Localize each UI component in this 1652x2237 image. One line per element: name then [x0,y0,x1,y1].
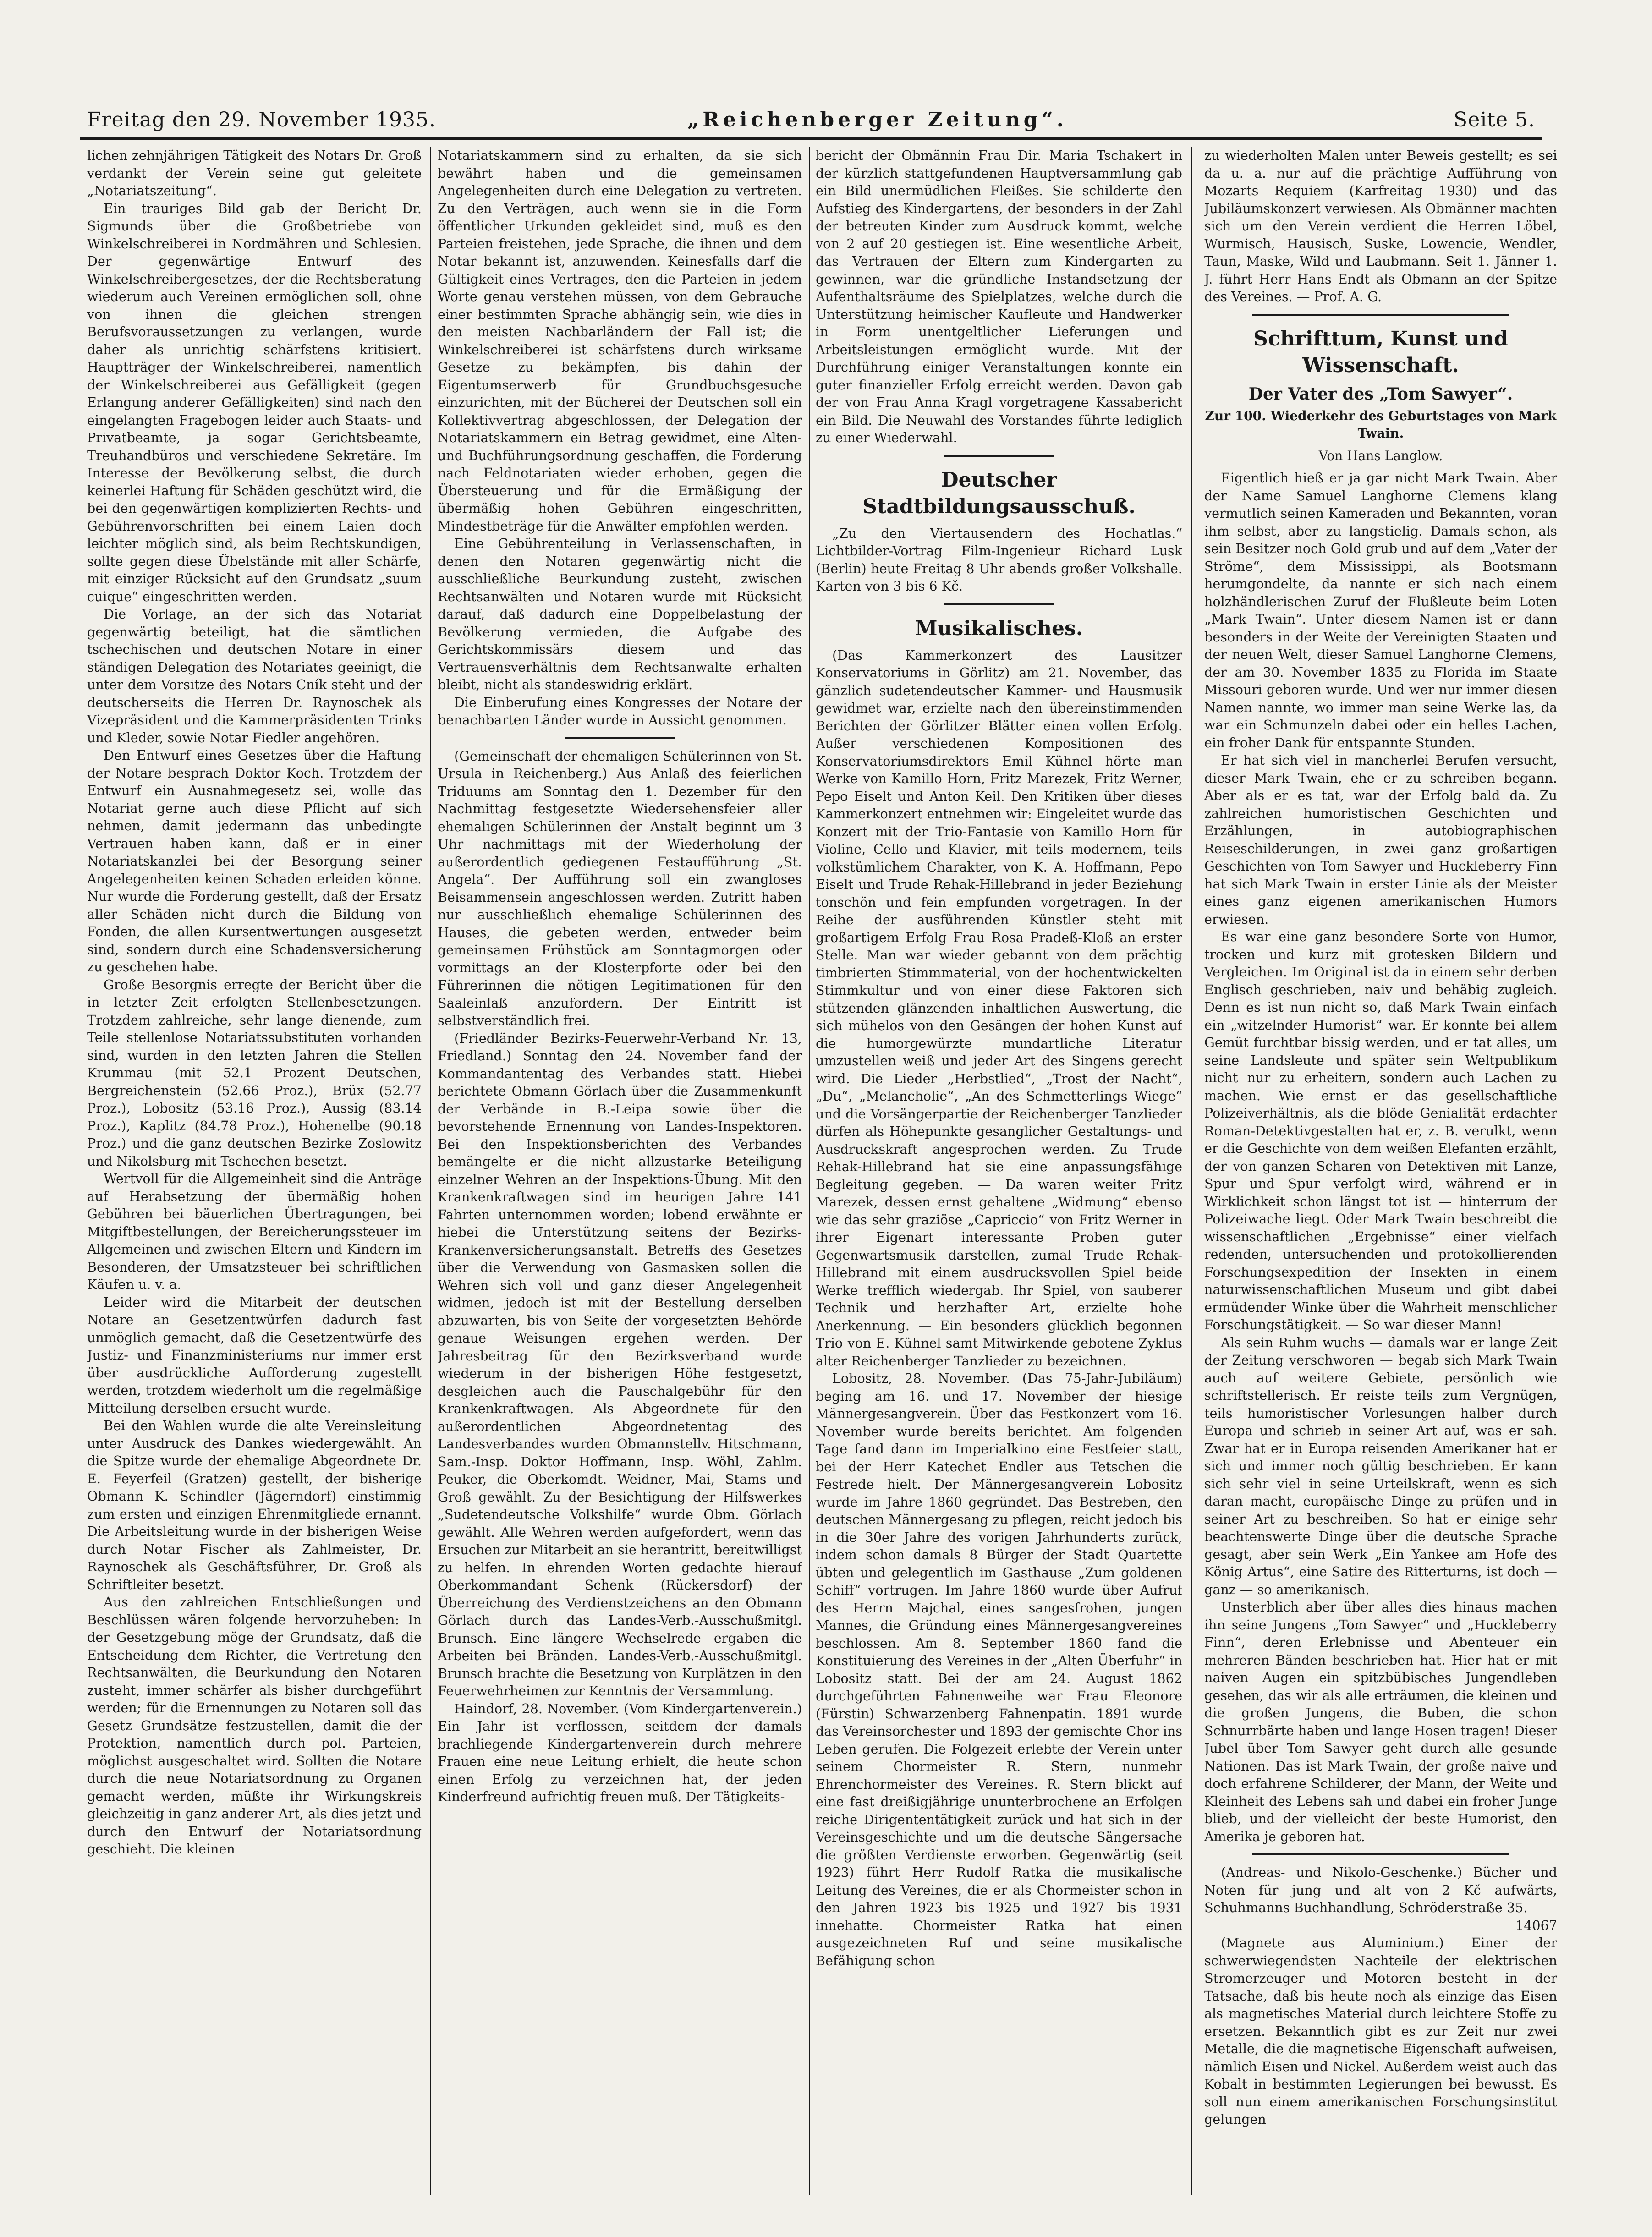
section-divider [944,455,1054,457]
paragraph: (Magnete aus Aluminium.) Einer der schwerwiegendsten Nachteile der elektrischen Stromerzeuger und Motoren besteht in der Tatsache, daß bis heute noch als einzige das Eisen als magnetisches Material durch leichtere Stoffe zu ersetzen. Bekanntlich gibt es zur Zeit nur zwei Metalle, die die magnetische Eigenschaft aufweisen, nämlich Eisen und Nickel. Außerdem weist auch das Kobalt in bestimmten Legierungen bei bewusst. Es soll nun einem amerikanischen Forschungsinstitut gelungen [1204,1935,1557,2127]
paragraph: Notariatskammern sind zu erhalten, da sie sich bewährt haben und die gemeinsamen Angelegenheiten durch eine Delegation zu vertreten. Zu den Verträgen, auch wenn sie in die Form öffentlicher Urkunden gekleidet sind, muß es den Parteien freistehen, jede Sprache, die ihnen und dem Notar bekannt ist, anzuwenden. Keinesfalls darf die Gültigkeit eines Vertrages, den die Parteien in jedem Worte genau verstehen müssen, von dem Gebrauche einer bestimmten Sprache abhängig sein, wie dies in den meisten Nachbarländern der Fall ist; die Winkelschreiberei ist schärfstens durch wirksame Gesetze zu bekämpfen, bis dahin der Eigentumserwerb für Grundbuchsgesuche einzurichten, mit der Bücherei der Deutschen soll ein Kollektivvertrag abgeschlossen, der Delegation der Notariatskammern ein Betrag gewidmet, eine Alten- und Buchführungsordnung geschaffen, die Forderung nach Feldnotariaten wieder erhoben, gegen die Übersteuerung und für die Ermäßigung der übermäßig hohen Gebühren eingeschritten, Mindestbeträge für die Anwälter empfohlen werden. [438,148,802,534]
paragraph: (Gemeinschaft der ehemaligen Schülerinnen von St. Ursula in Reichenberg.) Aus Anlaß des feierlichen Triduums am Sonntag den 1. Dezember für den Nachmittag festgesetzte Wiedersehensfeier aller ehemaligen Schülerinnen der Anstalt beginnt um 3 Uhr nachmittags mit der Wiederholung der außerordentlich gediegenen Festaufführung „St. Angela“. Der Aufführung soll ein zwangloses Beisammensein angeschlossen werden. Zutritt haben nur ausschließlich ehemalige Schülerinnen des Hauses, die gebeten werden, entweder beim gemeinsamen Frühstück am Sonntagmorgen oder vormittags an der Klosterpforte oder bei den Führerinnen die nötigen Legitimationen für den Saaleinlaß anzufordern. Der Eintritt ist selbstverständlich frei. [438,748,802,1028]
paragraph: (Andreas- und Nikolo-Geschenke.) Bücher und Noten für jung und alt von 2 Kč aufwärts, Schuhmanns Buchhandlung, Schröderstraße 35. [1204,1864,1557,1915]
paragraph: Er hat sich viel in mancherlei Berufen versucht, dieser Mark Twain, ehe er zu schreiben begann. Aber als er es tat, war der Erfolg bald da. Zu zahlreichen humoristischen Geschichten und Erzählungen, in autobiographischen Reiseschilderungen, in zwei ganz großartigen Geschichten von Tom Sawyer und Huckleberry Finn hat sich Mark Twain in erster Linie als der Meister eines ganz eigenen amerikanischen Humors erwiesen. [1204,752,1557,927]
paragraph: Haindorf, 28. November. (Vom Kindergartenverein.) Ein Jahr ist verflossen, seitdem der damals brachliegende Kindergartenverein durch mehrere Frauen eine neue Leitung erhielt, die heute schon einen Erfolg zu verzeichnen hat, der jeden Kinderfreund aufrichtig freuen muß. Der Tätigkeits- [438,1700,802,1804]
paragraph: Wertvoll für die Allgemeinheit sind die Anträge auf Herabsetzung der übermäßig hohen Gebühren bei bäuerlichen Übertragungen, bei Mitgiftbestellungen, der Bereicherungssteuer im Allgemeinen und zwischen Eltern und Kindern im Besonderen, der Umsatzsteuer bei schriftlichen Käufen u. v. a. [87,1171,422,1292]
paragraph: Als sein Ruhm wuchs — damals war er lange Zeit der Zeitung verschworen — begab sich Mark Twain auch auf weitere Gebiete, persönlich wie schriftstellerisch. Er reiste teils zum Vergnügen, teils humoristischer Vorlesungen halber durch Europa und schrieb in seiner Art auf, was er sah. Zwar hat er in Europa reisenden Amerikaner hat er sich und immer noch gültig beschrieben. Er kann sich sehr viel in seine Urteilskraft, wenn es sich daran macht, europäische Dinge zu prüfen und in seiner Art zu beschreiben. So hat er einige sehr beachtenswerte Dinge über die deutsche Sprache gesagt, aber sein Werk „Ein Yankee am Hofe des König Artus“, eine Satire des Ritterturns, ist doch — ganz — so amerikanisch. [1204,1334,1557,1597]
paragraph: (Friedländer Bezirks-Feuerwehr-Verband Nr. 13, Friedland.) Sonntag den 24. November fand der Kommandantentag des Verbandes statt. Hiebei berichtete Obmann Görlach über die Zusammenkunft der Verbände in B.-Leipa sowie über die bevorstehende Ernennung von Landes-Inspektoren. Bei den Inspektionsberichten des Verbandes bemängelte er die nicht allzustarke Beteiligung einzelner Wehren an der Inspektions-Übung. Mit den Krankenkraftwagen sind im heurigen Jahre 141 Fahrten unternommen worden; lobend erwähnte er hiebei die Unterstützung seitens der Bezirks-Krankenversicherungsanstalt. Betreffs des Gesetzes über die Verwendung von Gasmasken sollen die Wehren sich voll und ganz dieser Angelegenheit widmen, jedoch ist mit der Bestellung derselben abzuwarten, bis von Seite der vorgesetzten Behörde genaue Weisungen ergehen werden. Der Jahresbeitrag für den Bezirksverband wurde wiederum in der bisherigen Höhe festgesetzt, desgleichen auch die Pauschalgebühr für den Krankenkraftwagen. Als Abgeordnete für den außerordentlichen Abgeordnetentag des Landesverbandes wurden Obmannstellv. Hitschmann, Sam.-Insp. Doktor Hoffmann, Insp. Wöhl, Zahlm. Peuker, die Oberkomdt. Weidner, Mai, Stams und Groß gewählt. Zu der Besichtigung der Hilfswerkes „Sudetendeutsche Volkshilfe“ wurde Obm. Görlach gewählt. Alle Wehren werden aufgefordert, wenn das Ersuchen zur Mitarbeit an sie herantritt, bereitwilligst zu helfen. In ehrenden Worten gedachte hierauf Oberkommandant Schenk (Rückersdorf) der Überreichung des Verdienstzeichens an den Obmann Görlach durch das Landes-Verb.-Ausschußmitgl. Brunsch. Eine längere Wechselrede ergaben die Arbeiten bei Bränden. Landes-Verb.-Ausschußmitgl. Brunsch brachte die Besetzung von Kurplätzen in den Feuerwehrheimen zur Kenntnis der Versammlung. [438,1030,802,1699]
section-divider [565,737,675,739]
section-heading-musik: Musikalisches. [915,616,1083,640]
paragraph: Ein trauriges Bild gab der Bericht Dr. Sigmunds über die Großbetriebe von Winkelschreiberei in Nordmähren und Schlesien. Der gegenwärtige Entwurf des Winkelschreibergesetzes, der die Rechtsberatung wiederum auch Vereinen ermöglichen soll, ohne von ihnen die gleichen strengen Berufsvoraussetzungen zu verlangen, wurde daher als unrichtig schärfstens kritisiert. Hauptträger der Winkelschreiberei, namentlich der Winkelschreiberei aus Gefälligkeit (gegen Erlangung anderer Gefälligkeiten) sind nach den eingelangten Fragebogen leider auch Staats- und Privatbeamte, ja sogar Gerichtsbeamte, Treuhandbüros und verschiedene Sekretäre. Im Interesse der Bevölkerung selbst, die durch keinerlei Haftung für Schäden geschützt wird, die bei den gegenwärtigen komplizierten Rechts- und Gebührenvorschriften bei einem Laien doch leichter möglich sind, als beim Rechtskundigen, sollte gegen diese Übelstände mit aller Schärfe, mit einziger Rücksicht auf den Grundsatz „suum cuique“ eingeschritten werden. [87,200,422,604]
paragraph: Leider wird die Mitarbeit der deutschen Notare an Gesetzentwürfen dadurch fast unmöglich gemacht, daß die Gesetzentwürfe des Justiz- und Finanzministeriums nur immer erst über ausdrückliche Aufforderung zugestellt werden, trotzdem wiederholt um die regelmäßige Mitteilung derselben ersucht wurde. [87,1294,422,1416]
paragraph: Eigentlich hieß er ja gar nicht Mark Twain. Aber der Name Samuel Langhorne Clemens klang vermutlich seinen Kameraden und Bekannten, voran ihm selbst, aber zu langstielig. Damals schon, als sein Besitzer noch Gold grub und auf dem „Vater der Ströme“, dem Mississippi, als Bootsmann herumgondelte, da nannte er sich nach einem holzhändlerischen Zuruf der Flußleute beim Loten „Mark Twain“. Unter diesem Namen ist er dann besonders in der Weite der Vereinigten Staaten und der neuen Welt, dieser Samuel Langhorne Clemens, der am 30. November 1835 zu Florida im Staate Missouri geboren wurde. Und wer nur immer diesen Namen nannte, wo immer man seine Werke las, da war ein Schmunzeln dabei oder ein helles Lachen, ein froher Dank für entspannte Stunden. [1204,470,1557,751]
classified-number: 14067 [1515,1917,1557,1933]
column-rule [809,147,810,2195]
paragraph: Lobositz, 28. November. (Das 75-Jahr-Jubiläum) beging am 16. und 17. November der hiesige Männergesangverein. Über das Festkonzert vom 16. November wurde bereits berichtet. Am folgenden Tage fand dann im Imperialkino eine Festfeier statt, bei der Herr Katechet Endler aus Tetschen die Festrede hielt. Der Männergesangverein Lobositz wurde im Jahre 1860 gegründet. Das Bestreben, den deutschen Männergesang zu pflegen, reicht jedoch bis in die 30er Jahre des vorigen Jahrhunderts zurück, indem schon damals 8 Bürger der Stadt Quartette übten und gelegentlich im Gasthause „Zum goldenen Schiff“ vortrugen. Im Jahre 1860 wurde über Aufruf des Herrn Majchal, eines sangesfrohen, jungen Mannes, die Gründung eines Männergesangvereines beschlossen. Am 8. September 1860 fand die Konstituierung des Vereines in der „Alten Überfuhr“ in Lobositz statt. Bei der am 24. August 1862 durchgeführten Fahnenweihe war Frau Eleonore (Fürstin) Schwarzenberg Fahnenpatin. 1891 wurde das Vereinsorchester und 1893 der gemischte Chor ins Leben gerufen. Die Folgezeit erlebte der Verein unter seinem Chormeister R. Stern, nunmehr Ehrenchormeister des Vereines. R. Stern blickt auf eine fast dreißigjährige ununterbrochene an Erfolgen reiche Dirigententätigkeit zurück und hat sich in der Vereinsgeschichte und um die deutsche Sängersache die größten Verdienste erworben. Gegenwärtig (seit 1923) führt Herr Rudolf Ratka die musikalische Leitung des Vereines, die er als Chormeister schon in den Jahren 1923 bis 1925 und 1927 bis 1931 innehatte. Chormeister Ratka hat einen ausgezeichneten Ruf und seine musikalische Befähigung schon [816,1371,1182,1968]
article-title: Der Vater des „Tom Sawyer“. [1248,384,1513,404]
paragraph: (Das Kammerkonzert des Lausitzer Konservatoriums in Görlitz) am 21. November, das gänzlich sudetendeutscher Kammer- und Hausmusik gewidmet war, erzielte nach den übereinstimmenden Berichten der Görlitzer Blätter einen vollen Erfolg. Außer verschiedenen Kompositionen des Konservatoriumsdirektors Emil Kühnel hörte man Werke von Kamillo Horn, Fritz Marezek, Fritz Werner, Pepo Eiselt und Anton Keil. Den Kritiken über dieses Kammerkonzert entnehmen wir: Eingeleitet wurde das Konzert mit der Trio-Fantasie von Kamillo Horn für Violine, Cello und Klavier, mit teils modernem, teils volkstümlichem Charakter, von K. A. Hoffmann, Pepo Eiselt und Trude Rehak-Hillebrand in jeder Beziehung tonschön und fein empfunden vorgetragen. In der Reihe der ausführenden Künstler steht mit großartigem Erfolg Frau Rosa Pradeß-Kloß an erster Stelle. Man war wieder gebannt von dem prächtig timbrierten Stimmmaterial, von der hochentwickelten Stimmkultur und von einer diese Faktoren sich stützenden glänzenden inhaltlichen Auswertung, die sich mühelos von den Gesängen der hohen Kunst auf die humorgewürzte mundartliche Literatur umzustellen weiß und jeder Art des Singens gerecht wird. Die Lieder „Herbstlied“, „Trost der Nacht“, „Du“, „Melancholie“, „An des Schmetterlings Wiege“ und die Vorsängerpartie der Reichenberger Tanzlieder dürfen als Höhepunkte gesanglicher Gestaltungs- und Ausdruckskraft angesprochen werden. Zu Trude Rehak-Hillebrand hat sie eine anpassungsfähige Begleitung gegeben. — Da waren weiter Fritz Marezek, dessen ernst gehaltene „Widmung“ ebenso wie das sehr graziöse „Capriccio“ von Fritz Werner in ihrer Eigenart interessante Proben guter Gegenwartsmusik darstellen, zumal Trude Rehak-Hillebrand mit einem ausdrucksvollen Spiel beide Werke trefflich wiedergab. Ihr Spiel, von sauberer Technik und herzhafter Art, erzielte hohe Anerkennung. — Ein besonders glücklich begonnen Trio von E. Kühnel samt Mitwirkende gebotene Zyklus alter Reichenberger Tanzlieder zu bezeichnen. [816,647,1182,1369]
column-1 [87,147,422,2199]
header-rule [80,137,1542,140]
paragraph: „Zu den Viertausendern des Hochatlas.“ Lichtbilder-Vortrag Film-Ingenieur Richard Lusk (Berlin) heute Freitag 8 Uhr abends großer Volkshalle. Karten von 3 bis 6 Kč. [816,525,1182,594]
paragraph: Unsterblich aber über alles dies hinaus machen ihn seine Jungens „Tom Sawyer“ und „Huckleberry Finn“, deren Erlebnisse und Abenteuer ein mehreren Bänden beschrieben hat. Hier hat er mit naiven Augen ein spitzbübisches Jungendleben gesehen, das wir als alle erträumen, die kleinen und die großen Jungens, die Buben, die schon Schnurrbärte haben und lange Hosen tragen! Dieser Jubel über Tom Sawyer geht durch alle gesunde Nationen. Das ist Mark Twain, der große naive und doch erfahrene Schilderer, der Mann, der Weite und Kleinheit des Lebens sah und dabei ein froher Junge blieb, und der vielleicht der beste Humorist, den Amerika je geboren hat. [1204,1599,1557,1844]
page-header [87,108,1535,136]
section-divider [1252,1853,1509,1855]
article-subtitle: Zur 100. Wiederkehr des Geburtstages von Mark Twain. [1205,408,1557,441]
paragraph: lichen zehnjährigen Tätigkeit des Notars Dr. Groß verdankt der Verein seine gut geleitete „Notariatszeitung“. [87,148,422,198]
paragraph: Die Einberufung eines Kongresses der Notare der benachbarten Länder wurde in Aussicht genommen. [438,694,802,728]
section-divider [1252,314,1509,316]
paragraph: Eine Gebührenteilung in Verlassenschaften, in denen den Notaren gegenwärtig nicht die ausschließliche Beurkundung zusteht, zwischen Rechtsanwälten und Notaren wurde mit Rücksicht darauf, daß dadurch eine Doppelbelastung der Bevölkerung vermieden, die Aufgabe des Gerichtskommissärs diesem und das Vertrauensverhältnis dem Rechtsanwalte erhalten bleibt, nicht als standeswidrig erklärt. [438,536,802,692]
column-rule [1191,147,1192,2195]
column-3 [816,147,1182,2199]
column-4 [1204,147,1557,2199]
column-rule [430,147,431,2195]
masthead: „Reichenberger Zeitung“. [687,108,1068,132]
paragraph: Die Vorlage, an der sich das Notariat gegenwärtig beteiligt, hat die sämtlichen tschechischen und deutschen Notare in einer ständigen Delegation des Notariates geeinigt, die unter dem Vorsitze des Notars Cník steht und der deutscherseits die Herren Dr. Raynoschek als Vizepräsident und die Kammerpräsidenten Trinks und Kleder, sowie Notar Fiedler angehören. [87,606,422,746]
paragraph: Aus den zahlreichen Entschließungen und Beschlüssen wären folgende hervorzuheben: In der Gesetzgebung möge der Grundsatz, daß die Entscheidung dem Richter, die Vertretung den Rechtsanwälten, die Beurkundung den Notaren zusteht, immer schärfer als bisher durchgeführt werden; für die Ernennungen zu Notaren soll das Gesetz Grundsätze festzustellen, damit die der Protektion, namentlich durch pol. Parteien, möglichst ausgeschaltet wird. Sollten die Notare durch die neue Notariatsordnung zu Organen gemacht werden, müßte ihr Wirkungskreis gleichzeitig in ganz anderer Art, als dies jetzt und durch den Entwurf der Notariatsordnung geschieht. Die kleinen [87,1594,422,1857]
section-heading-kunst: Schrifttum, Kunst und Wissenschaft. [1253,327,1508,377]
paragraph: Bei den Wahlen wurde die alte Vereinsleitung unter Ausdruck des Dankes wiedergewählt. An die Spitze wurde der ehemalige Abgeordnete Dr. E. Feyerfeil (Gratzen) gestellt, der bisherige Obmann K. Schindler (Jägerndorf) einstimmig zum ersten und einzigen Ehrenmitgliede ernannt. Die Arbeitsleitung wurde in der bisherigen Weise durch Notar Fischer als Zahlmeister, Dr. Raynoschek als Geschäftsführer, Dr. Groß als Schriftleiter besetzt. [87,1418,422,1592]
paragraph: bericht der Obmännin Frau Dir. Maria Tschakert in der kürzlich stattgefundenen Hauptversammlung gab ein Bild unermüdlichen Fleißes. Sie schilderte den Aufstieg des Kindergartens, der besonders in der Zahl der betreuten Kinder zum Ausdruck kommt, welche von 2 auf 20 gestiegen ist. Eine wesentliche Arbeit, das Vertrauen der Eltern zum Kindergarten zu gewinnen, war die gründliche Instandsetzung der Aufenthaltsräume des Spielplatzes, welche durch die Unterstützung heimischer Kaufleute und Handwerker in Form unentgeltlicher Lieferungen und Arbeitsleistungen ermöglicht wurde. Mit der Durchführung einiger Veranstaltungen konnte ein guter finanzieller Erfolg erreicht werden. Davon gab der von Frau Anna Kragl vorgetragene Kassabericht ein Bild. Die Neuwahl des Vorstandes führte lediglich zu einer Wiederwahl. [816,148,1182,445]
paragraph: zu wiederholten Malen unter Beweis gestellt; es sei da u. a. nur auf die prächtige Aufführung von Mozarts Requiem (Karfreitag 1930) und das Jubiläumskonzert verwiesen. Als Obmänner machten sich um den Verein verdient die Herren Löbel, Wurmisch, Hausisch, Suske, Lowencie, Wendler, Taun, Maske, Wild und Laubmann. Seit 1. Jänner 1. J. führt Herr Hans Endt als Obmann an der Spitze des Vereines. — Prof. A. G. [1204,148,1557,304]
paragraph: Den Entwurf eines Gesetzes über die Haftung der Notare besprach Doktor Koch. Trotzdem der Entwurf ein Ausnahmegesetz sei, wolle das Notariat gerne auch diese Pflicht auf sich nehmen, damit jedermann das unbedingte Vertrauen haben kann, daß er in einer Notariatskanzlei bei der Besorgung seiner Angelegenheiten keinen Schaden erleiden könne. Nur wurde die Forderung gestellt, daß der Ersatz aller Schäden nicht durch die Bildung von Fonden, die allen Kursentwertungen ausgesetzt sind, sondern durch eine Schadensversicherung zu geschehen habe. [87,747,422,975]
section-divider [944,603,1054,605]
paragraph: Große Besorgnis erregte der Bericht über die in letzter Zeit erfolgten Stellenbesetzungen. Trotzdem zahlreiche, sehr lange dienende, zum Teile stellenlose Notariatssubstituten vorhanden sind, wurden in den letzten Jahren die Stellen Krummau (mit 52.1 Prozent Deutschen, Bergreichenstein (52.66 Proz.), Brüx (52.77 Proz.), Lobositz (53.16 Proz.), Aussig (83.14 Proz.), Kaplitz (84.78 Proz.), Hohenelbe (90.18 Proz.) und die ganz deutschen Bezirke Zoslowitz und Nikolsburg mit Tschechen besetzt. [87,976,422,1169]
issue-date: Freitag den 29. November 1935. [87,108,436,132]
article-byline: Von Hans Langlow. [1318,448,1443,463]
section-heading-stadtbildung: Deutscher Stadtbildungsausschuß. [862,468,1136,518]
column-2 [438,147,802,2199]
paragraph: Es war eine ganz besondere Sorte von Humor, trocken und kurz mit grotesken Bildern und Vergleichen. Im Original ist da in einem sehr derben Englisch geschrieben, naiv und behäbig zugleich. Denn es ist nun nicht so, daß Mark Twain einfach ein „witzelnder Humorist“ war. Er konnte bei allem Gemüt furchtbar bissig werden, und er tat alles, um seine Landsleute und später sein Weltpublikum nicht nur zu erheitern, sondern auch Lachen zu machen. Wie ernst er das gesellschaftliche Polizeiverhältnis, als die blöde Genialität erdachter Roman-Detektivgestalten hat er, z. B. verulkt, wenn er die Geschichte von dem weißen Elefanten erzählt, der von ganzen Scharen von Detektiven mit Lanze, Spur und Spur verfolgt wird, während er in Wirklichkeit schon längst tot ist — hinterrum der Polizeiwache liegt. Oder Mark Twain beschreibt die wissenschaftlichen „Ergebnisse“ einer vielfach redenden, untersuchenden und protokollierenden Forschungsexpedition der Insekten in einem naturwissenschaftlichen Museum und gibt dabei ermüdender Winke über die Wahrheit menschlicher Forschungstätigkeit. — So war dieser Mann! [1204,929,1557,1332]
page-number: Seite 5. [1454,108,1535,132]
